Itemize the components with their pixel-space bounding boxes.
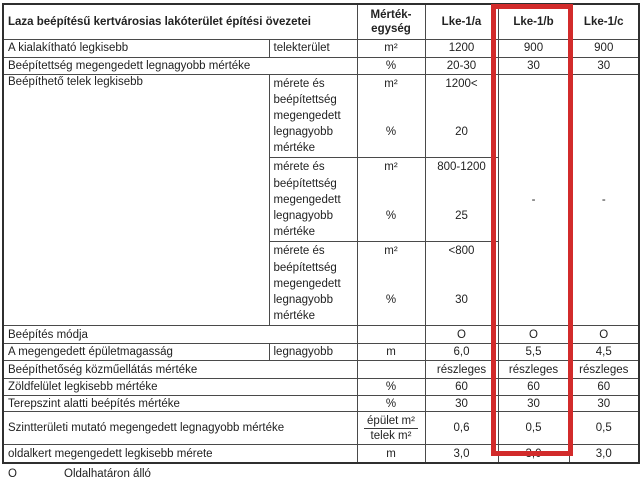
zone-header-lke-1c: Lke-1/c: [569, 4, 639, 39]
cell-value-b: 30: [498, 57, 569, 74]
cell-value-c: 0,5: [569, 412, 639, 445]
cell-value-c: O: [569, 326, 639, 344]
row-label-szintterulet: Szintterületi mutató megengedett legnagyobb mértéke: [3, 412, 357, 445]
row-label-beepites-modja: Beépítés módja: [3, 326, 357, 344]
table-row: [3, 74, 639, 158]
cell-value-c: 4,5: [569, 344, 639, 361]
unit-cell: %: [357, 57, 425, 74]
subcriteria-block-3: mérete és beépítettség megengedett legnagyobb mértéke: [269, 242, 357, 326]
zone-header-lke-1a: Lke-1/a: [425, 4, 498, 39]
cell-value-c: 60: [569, 379, 639, 396]
footnote-text: Oldalhatáron álló: [64, 467, 151, 480]
cell-value-a-block-2: 800-1200 25: [425, 158, 498, 242]
row-label-epuletmagassag: A megengedett épületmagasság: [3, 344, 269, 361]
cell-value-c: 30: [569, 396, 639, 412]
header-row: [3, 4, 639, 39]
cell-value-c: 30: [569, 57, 639, 74]
cell-value-b: 0,5: [498, 412, 569, 445]
table-title: Laza beépítésű kertvárosias lakóterület építési övezetei: [3, 4, 357, 39]
document-page: [0, 3, 640, 480]
cell-value-a: 20-30: [425, 57, 498, 74]
cell-value-b: 30: [498, 396, 569, 412]
cell-value-b-merged: -: [498, 74, 569, 326]
cell-value-b: részleges: [498, 361, 569, 379]
footnote: [8, 468, 640, 480]
unit-cell: m²: [357, 39, 425, 57]
fraction-denominator: telek m²: [370, 429, 412, 442]
unit-cell-block-2: m² %: [357, 158, 425, 242]
unit-cell: m: [357, 445, 425, 463]
subcriteria-telekterulet: telekterület: [269, 39, 357, 57]
cell-value-a: 3,0: [425, 445, 498, 463]
table-row: [3, 361, 639, 379]
unit-cell-fraction: [357, 412, 425, 445]
row-label-kozmuellatas: Beépíthetőség közműellátás mértéke: [3, 361, 357, 379]
unit-cell-block-3: m² %: [357, 242, 425, 326]
table-row: [3, 39, 639, 57]
table-row: [3, 379, 639, 396]
cell-value-b: 900: [498, 39, 569, 57]
cell-value-b: 5,5: [498, 344, 569, 361]
row-label-oldalkert: oldalkert megengedett legkisebb mérete: [3, 445, 357, 463]
row-label-beepitettseg: Beépítettség megengedett legnagyobb mértéke: [3, 57, 357, 74]
row-label-terepszint: Terepszint alatti beépítés mértéke: [3, 396, 357, 412]
unit-cell: %: [357, 379, 425, 396]
cell-value-a: O: [425, 326, 498, 344]
footnote-symbol: O: [8, 467, 17, 480]
unit-cell-block-1: m² %: [357, 74, 425, 158]
table-row: [3, 57, 639, 74]
fraction-numerator: épület m²: [364, 415, 418, 429]
cell-value-c-merged: -: [569, 74, 639, 326]
subcriteria-legnagyobb: legnagyobb: [269, 344, 357, 361]
table-row: [3, 396, 639, 412]
unit-cell-empty: [357, 361, 425, 379]
cell-value-a: 6,0: [425, 344, 498, 361]
cell-value-a: részleges: [425, 361, 498, 379]
row-label-zoldfelulet: Zöldfelület legkisebb mértéke: [3, 379, 357, 396]
table-row: [3, 445, 639, 463]
unit-header-line1: Mérték-: [370, 8, 412, 21]
cell-value-b: 3,0: [498, 445, 569, 463]
cell-value-a: 30: [425, 396, 498, 412]
subcriteria-block-1: mérete és beépítettség megengedett legnagyobb mértéke: [269, 74, 357, 158]
unit-header-line2: egység: [371, 22, 411, 35]
cell-value-c: részleges: [569, 361, 639, 379]
cell-value-a-block-1: 1200< 20: [425, 74, 498, 158]
unit-cell: m: [357, 344, 425, 361]
cell-value-b: O: [498, 326, 569, 344]
subcriteria-block-2: mérete és beépítettség megengedett legnagyobb mértéke: [269, 158, 357, 242]
cell-value-b: 60: [498, 379, 569, 396]
cell-value-c: 3,0: [569, 445, 639, 463]
cell-value-a-block-3: <800 30: [425, 242, 498, 326]
unit-column-header: [357, 4, 425, 39]
row-label-beepitheto: Beépíthető telek legkisebb: [3, 74, 269, 326]
unit-cell-empty: [357, 326, 425, 344]
cell-value-a: 0,6: [425, 412, 498, 445]
row-label-kialakithato: A kialakítható legkisebb: [3, 39, 269, 57]
table-row: [3, 344, 639, 361]
cell-value-c: 900: [569, 39, 639, 57]
cell-value-a: 60: [425, 379, 498, 396]
zone-header-lke-1b: Lke-1/b: [498, 4, 569, 39]
cell-value-a: 1200: [425, 39, 498, 57]
table-row: [3, 326, 639, 344]
zoning-table: [2, 3, 640, 464]
unit-cell: %: [357, 396, 425, 412]
table-row: [3, 412, 639, 445]
